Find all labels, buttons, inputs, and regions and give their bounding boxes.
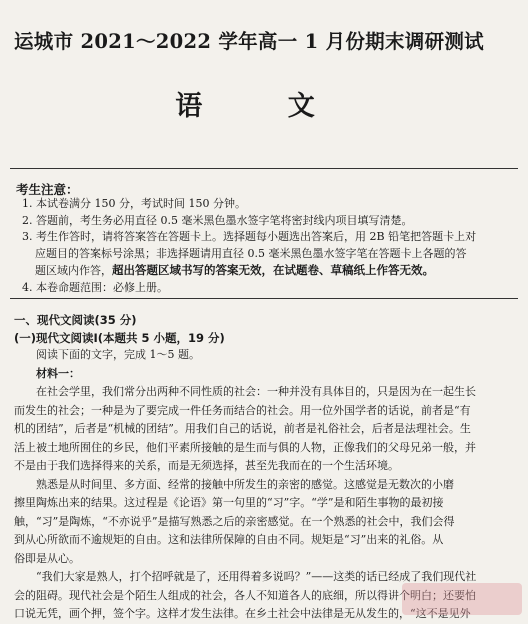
subsection-heading: (一)现代文阅读Ⅰ(本题共 5 小题，19 分) xyxy=(14,331,225,345)
passage-line: 机的团结”，后者是“机械的团结”。用我们自己的话说，前者是礼俗社会，后者是法理社会。生 xyxy=(14,422,471,435)
notice-emphasis: 超出答题区域书写的答案无效，在试题卷、草稿纸上作答无效。 xyxy=(112,263,434,277)
reading-passage xyxy=(14,346,522,624)
passage-line: 在社会学里，我们常分出两种不同性质的社会：一种并没有具体目的，只是因为在一起生长 xyxy=(36,385,476,398)
notice-item: 2. 答题前，考生务必用直径 0.5 毫米黑色墨水签字笔将密封线内项目填写清楚。 xyxy=(22,213,413,227)
material-label: 材料一： xyxy=(36,366,80,380)
divider xyxy=(10,168,518,169)
passage-line: 触，“习”是陶炼，“不亦说乎”是描写熟悉之后的亲密感觉。在一个熟悉的社会中，我们会得 xyxy=(14,514,455,528)
passage-line: 不是由于我们选择得来的关系，而是无须选择，甚至先我而在的一个生活环境。 xyxy=(14,459,399,472)
passage-line: 擦里陶炼出来的结果。这过程是《论语》第一句里的“习”字。“学”是和陌生事物的最初接 xyxy=(14,496,444,509)
watermark-logo xyxy=(402,583,522,615)
passage-line: 到从心所欲而不逾规矩的自由。这和法律所保障的自由不同。规矩是“习”出来的礼俗。从 xyxy=(14,533,444,546)
notice-item-text: 题区域内作答， xyxy=(35,264,112,277)
passage-line: 活上被土地所囿住的乡民，他们平素所接触的是生而与俱的人物，正像我们的父母兄弟一般，并 xyxy=(14,440,476,454)
notice-item: 1. 本试卷满分 150 分，考试时间 150 分钟。 xyxy=(22,197,246,210)
notice-list xyxy=(22,196,518,296)
subject-title: 语 文 xyxy=(175,91,353,122)
passage-line: 而发生的社会；一种是为了要完成一件任务而结合的社会。用一位外国学者的话说，前者是“有 xyxy=(14,403,471,417)
section-heading: 一、现代文阅读(35 分) xyxy=(14,313,137,327)
notice-item-line xyxy=(22,262,518,280)
passage-line: 俗即是从心。 xyxy=(14,551,80,565)
notice-item: 应题目的答案标号涂黑；非选择题请用直径 0.5 毫米黑色墨水签字笔在答题卡上各题的答 xyxy=(35,246,467,260)
notice-item: 3. 考生作答时，请将答案答在答题卡上。选择题每小题选出答案后，用 2B 铅笔把答题卡上对 xyxy=(22,230,477,243)
passage-line: 会的阻碍。现代社会是个陌生人组成的社会，各人不知道各人的底细，所以得讲个明白；还要怕 xyxy=(14,588,476,602)
passage-line: 熟悉是从时间里、多方面、经常的接触中所发生的亲密的感觉。这感觉是无数次的小磨 xyxy=(36,477,454,491)
notice-item: 4. 本卷命题范围：必修上册。 xyxy=(22,280,168,294)
exam-title: 运城市 2021～2022 学年高一 1 月份期末调研测试 xyxy=(14,30,484,53)
instruction: 阅读下面的文字，完成 1～5 题。 xyxy=(36,348,200,361)
passage-line: 口说无凭，画个押，签个字。这样才发生法律。在乡土社会中法律是无从发生的，“这不是见外 xyxy=(14,607,471,620)
passage-line: “我们大家是熟人，打个招呼就是了，还用得着多说吗？”——这类的话已经成了我们现代社 xyxy=(36,570,477,583)
divider xyxy=(10,298,518,299)
notice-heading: 考生注意： xyxy=(16,182,79,197)
